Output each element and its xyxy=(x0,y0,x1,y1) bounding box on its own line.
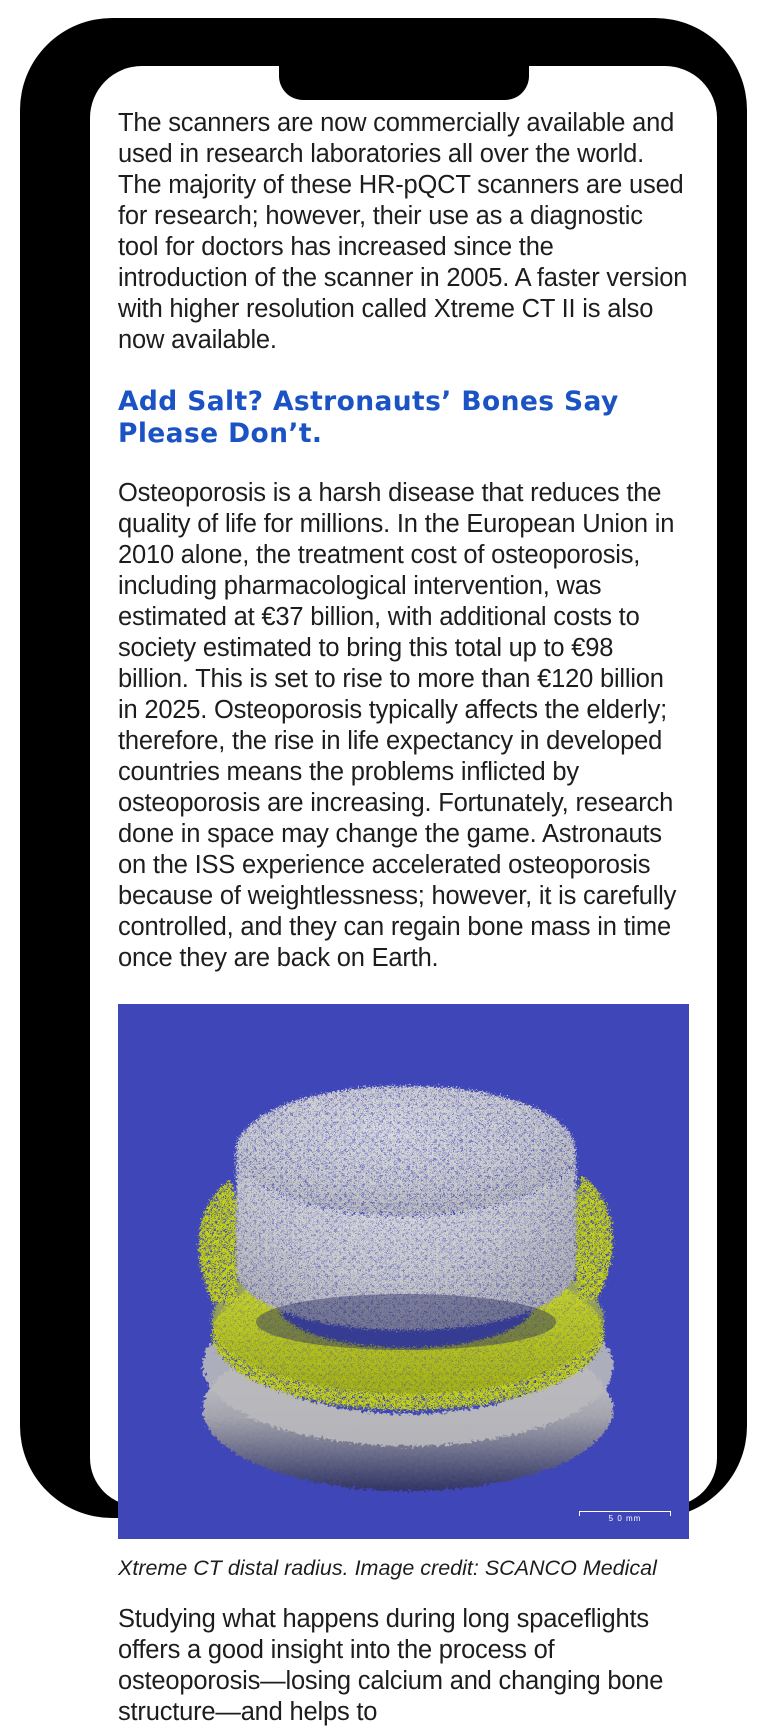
article-content xyxy=(90,66,717,1728)
paragraph-spaceflight-insight: Studying what happens during long spaceflights offers a good insight into the process of osteoporosis—losing calcium and changing bone structure—and helps to xyxy=(118,1604,664,1726)
scale-bar-label: 5 0 mm xyxy=(608,1513,642,1523)
paragraph-scanners-availability: The scanners are now commercially available and used in research laboratories all over the world. The majority of these HR-pQCT scanners are used for research; however, their use as a diagnostic tool for doctors has increased since the introduction of the scanner in 2005. A faster version with higher resolution called Xtreme CT II is also now available. xyxy=(118,109,688,354)
ct-bone-render xyxy=(118,1004,689,1539)
phone-frame xyxy=(20,18,747,1726)
phone-notch xyxy=(279,66,529,100)
ct-scan-image xyxy=(118,1004,689,1539)
figure-xtreme-ct xyxy=(118,1004,689,1582)
section-heading: Add Salt? Astronauts’ Bones Say Please Don’t. xyxy=(118,385,619,450)
scale-bar-line xyxy=(579,1511,671,1512)
paragraph-osteoporosis-cost: Osteoporosis is a harsh disease that reduces the quality of life for millions. In the European Union in 2010 alone, the treatment cost of osteoporosis, including pharmacological intervention, was estimated at €37 billion, with additional costs to society estimated to bring this total up to €98 billion. This is set to rise to more than €120 billion in 2025. Osteoporosis typically affects the elderly; therefore, the rise in life expectancy in developed countries means the problems inflicted by osteoporosis are increasing. Fortunately, research done in space may change the game. Astronauts on the ISS experience accelerated osteoporosis because of weightlessness; however, it is carefully controlled, and they can regain bone mass in time once they are back on Earth. xyxy=(118,479,677,972)
scale-bar xyxy=(579,1511,671,1525)
phone-screen xyxy=(90,66,717,1726)
figure-caption: Xtreme CT distal radius. Image credit: SCANCO Medical xyxy=(118,1555,657,1580)
